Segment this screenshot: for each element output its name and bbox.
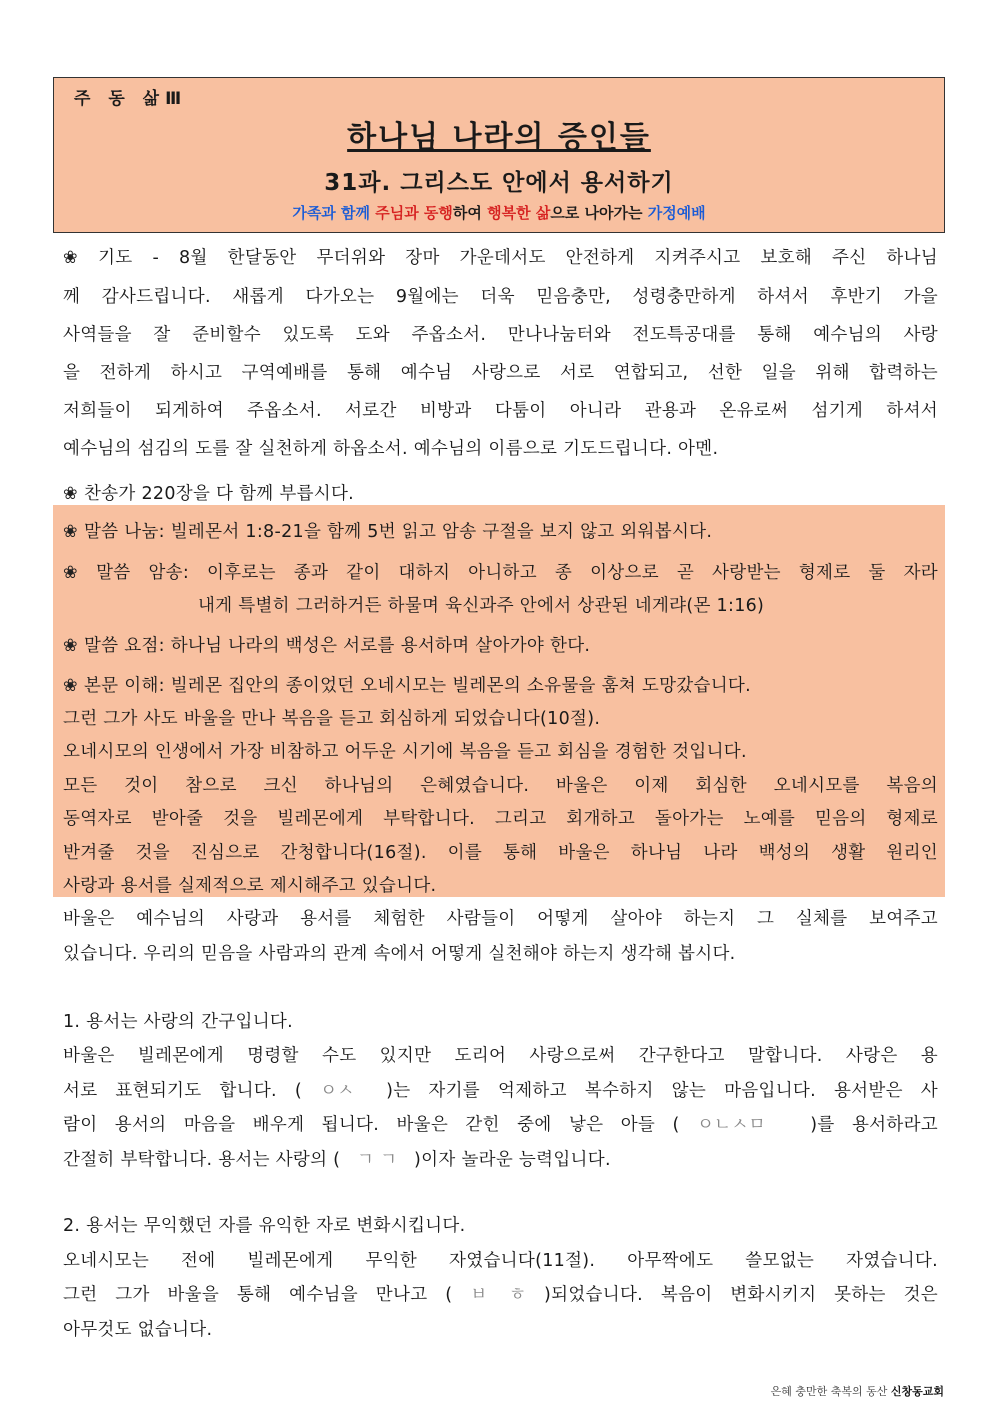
tagline-segment: 하여 — [452, 204, 488, 222]
prayer-line: ❀ 기도 - 8월 한달동안 무더위와 장마 가운데서도 안전하게 지켜주시고 보호해 주신 하나님 — [63, 248, 938, 268]
understanding-line: 사랑과 용서를 실제적으로 제시해주고 있습니다. — [63, 876, 437, 896]
fill-blank: ㄱ ㄱ — [357, 1150, 398, 1170]
footer-motto: 은혜 충만한 축복의 동산 — [770, 1385, 891, 1398]
fill-blank: ㅇㅅ — [320, 1081, 355, 1101]
section-1-heading: 1. 용서는 사랑의 간구입니다. — [63, 1012, 294, 1032]
understanding-line: 동역자로 받아줄 것을 빌레몬에게 부탁합니다. 그리고 회개하고 돌아가는 노예를 믿음의 형제로 — [63, 809, 938, 829]
prayer-line: 사역들을 잘 준비할수 있도록 도와 주옵소서. 만나나눔터와 전도특공대를 통해 예수님의 사랑 — [63, 325, 938, 345]
section-2-heading: 2. 용서는 무익했던 자를 유익한 자로 변화시킵니다. — [63, 1216, 466, 1236]
understanding-line: 모든 것이 참으로 크신 하나님의 은혜였습니다. 바울은 이제 회심한 오네시모를 복음의 — [63, 776, 938, 796]
section-1-line: 서로 표현되기도 합니다. ( ㅇㅅ )는 자기를 억제하고 복수하지 않는 마음입니다. 용서받은 사 — [63, 1081, 938, 1101]
memory-verse-cont: 내게 특별히 그러하거든 하물며 육신과주 안에서 상관된 네게랴(몬 1:16) — [198, 596, 765, 616]
flower-bullet-icon: ❀ — [63, 248, 93, 268]
word-summary: ❀ 말씀 요점: 하나님 나라의 백성은 서로를 용서하며 살아가야 한다. — [63, 636, 591, 656]
tagline-segment: 가정예배 — [647, 204, 706, 222]
intro-line: 바울은 예수님의 사랑과 용서를 체험한 사람들이 어떻게 살아야 하는지 그 실체를 보여주고 — [63, 909, 938, 929]
prayer-line: 예수님의 섬김의 도를 잘 실천하게 하옵소서. 예수님의 이름으로 기도드립니다. 아멘. — [63, 439, 719, 459]
section-2-line: 그런 그가 바울을 통해 예수님을 만나고 ( ㅂ ㅎ )되었습니다. 복음이 변화시키지 못하는 것은 — [63, 1285, 938, 1305]
lesson-header — [53, 77, 945, 233]
prayer-line: 께 감사드립니다. 새롭게 다가오는 9월에는 더욱 믿음충만, 성령충만하게 하셔서 후반기 가을 — [63, 287, 938, 307]
word-sharing: ❀ 말씀 나눔: 빌레몬서 1:8-21을 함께 5번 읽고 암송 구절을 보지 않고 외워봅시다. — [63, 522, 713, 542]
understanding-line: 오네시모의 인생에서 가장 비참하고 어두운 시기에 복음을 듣고 회심을 경험한 것입니다. — [63, 742, 747, 762]
tagline-segment: 으로 나아가는 — [550, 204, 648, 222]
flower-bullet-icon: ❀ — [63, 636, 78, 656]
section-1-line: 바울은 빌레몬에게 명령할 수도 있지만 도리어 사랑으로써 간구한다고 말합니다. 사랑은 용 — [63, 1046, 938, 1066]
fill-blank: ㅇㄴㅅㅁ — [696, 1115, 766, 1135]
flower-bullet-icon: ❀ — [63, 484, 78, 504]
page-title: 하나님 나라의 증인들 — [347, 120, 651, 155]
section-2-line: 오네시모는 전에 빌레몬에게 무익한 자였습니다(11절). 아무짝에도 쓸모없는 자였습니다. — [63, 1251, 938, 1271]
understanding-line: 그런 그가 사도 바울을 만나 복음을 듣고 회심하게 되었습니다(10절). — [63, 709, 601, 729]
series-label: 주 동 삶Ⅲ — [74, 89, 188, 109]
church-name: 신창동교회 — [890, 1385, 944, 1398]
flower-bullet-icon: ❀ — [63, 676, 78, 696]
text-understanding: ❀ 본문 이해: 빌레몬 집안의 종이었던 오네시모는 빌레몬의 소유물을 훔쳐 도망갔습니다. — [63, 676, 751, 696]
prayer-line: 을 전하게 하시고 구역예배를 통해 예수님 사랑으로 서로 연합되고, 선한 일을 위해 합력하는 — [63, 363, 938, 383]
hymn-line: ❀ 찬송가 220장을 다 함께 부릅시다. — [63, 484, 355, 504]
fill-blank: ㅂ ㅎ — [470, 1285, 527, 1305]
prayer-line: 저희들이 되게하여 주옵소서. 서로간 비방과 다툼이 아니라 관용과 온유로써 섬기게 하셔서 — [63, 401, 938, 421]
section-1-line: 간절히 부탁합니다. 용서는 사랑의 ( ㄱ ㄱ )이자 놀라운 능력입니다. — [63, 1150, 611, 1170]
memory-verse: ❀ 말씀 암송: 이후로는 종과 같이 대하지 아니하고 종 이상으로 곧 사랑받는 형제로 둘 자라 — [63, 563, 938, 583]
flower-bullet-icon: ❀ — [63, 563, 91, 583]
section-1-line: 람이 용서의 마음을 배우게 됩니다. 바울은 갇힌 중에 낳은 아들 ( ㅇㄴㅅㅁ )를 용서하라고 — [63, 1115, 938, 1135]
section-2-line: 아무것도 없습니다. — [63, 1320, 213, 1340]
tagline-segment: 주님과 동행 — [375, 204, 453, 222]
intro-line: 있습니다. 우리의 믿음을 사람과의 관계 속에서 어떻게 실천해야 하는지 생각해 봅시다. — [63, 944, 736, 964]
tagline-segment: 행복한 삶 — [487, 204, 551, 222]
understanding-line: 반겨줄 것을 진심으로 간청합니다(16절). 이를 통해 바울은 하나님 나라 백성의 생활 원리인 — [63, 843, 938, 863]
flower-bullet-icon: ❀ — [63, 522, 78, 542]
tagline — [54, 202, 944, 223]
footer — [771, 1383, 944, 1399]
lesson-subtitle: 31과. 그리스도 안에서 용서하기 — [324, 170, 674, 196]
tagline-segment: 가족과 함께 — [292, 204, 376, 222]
